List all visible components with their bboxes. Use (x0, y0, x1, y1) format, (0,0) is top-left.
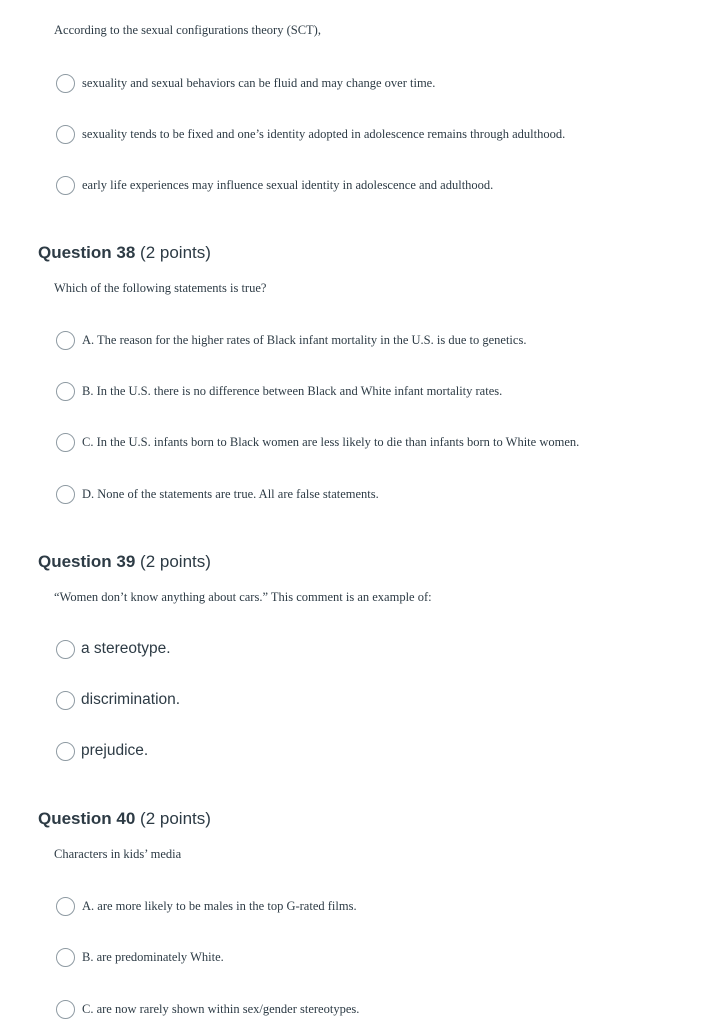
answer-option-39-1[interactable] (56, 638, 171, 660)
answer-option-38-d[interactable] (56, 483, 379, 505)
question-number: Question 39 (38, 552, 136, 571)
answer-option-37-1[interactable] (56, 72, 435, 94)
answer-option-38-a[interactable] (56, 329, 526, 351)
answer-label[interactable]: a stereotype. (81, 640, 171, 657)
question-points: (2 points) (140, 552, 211, 571)
radio-button[interactable] (56, 1000, 75, 1019)
radio-button[interactable] (56, 176, 75, 195)
answer-label[interactable]: C. are now rarely shown within sex/gender stereotypes. (82, 1001, 360, 1016)
question-37-prompt: According to the sexual configurations theory (SCT), (54, 23, 321, 37)
radio-button[interactable] (56, 382, 75, 401)
answer-option-39-3[interactable] (56, 740, 148, 762)
question-38-header (38, 243, 211, 263)
radio-button[interactable] (56, 640, 75, 659)
radio-button[interactable] (56, 125, 75, 144)
answer-label[interactable]: prejudice. (81, 742, 149, 759)
question-39-prompt: “Women don’t know anything about cars.” This comment is an example of: (54, 590, 432, 604)
radio-button[interactable] (56, 331, 75, 350)
answer-option-40-a[interactable] (56, 895, 357, 917)
radio-button[interactable] (56, 74, 75, 93)
question-39-header (38, 552, 211, 572)
radio-button[interactable] (56, 691, 75, 710)
answer-label[interactable]: B. are predominately White. (82, 949, 224, 964)
question-38-prompt: Which of the following statements is true? (54, 281, 267, 295)
question-40-prompt: Characters in kids’ media (54, 847, 182, 861)
answer-option-39-2[interactable] (56, 689, 180, 711)
answer-label[interactable]: sexuality tends to be fixed and one’s identity adopted in adolescence remains through adulthood. (82, 126, 566, 141)
answer-option-40-c[interactable] (56, 998, 359, 1020)
question-number: Question 40 (38, 809, 136, 828)
radio-button[interactable] (56, 948, 75, 967)
radio-button[interactable] (56, 485, 75, 504)
question-number: Question 38 (38, 243, 136, 262)
answer-label[interactable]: B. In the U.S. there is no difference between Black and White infant mortality rates. (82, 383, 503, 398)
answer-label[interactable]: discrimination. (81, 691, 181, 708)
answer-option-40-b[interactable] (56, 946, 224, 968)
radio-button[interactable] (56, 742, 75, 761)
answer-option-38-c[interactable] (56, 431, 579, 453)
answer-label[interactable]: D. None of the statements are true. All are false statements. (82, 486, 379, 501)
answer-label[interactable]: A. are more likely to be males in the top G-rated films. (82, 898, 357, 913)
question-40-header (38, 809, 211, 829)
answer-label[interactable]: early life experiences may influence sexual identity in adolescence and adulthood. (82, 177, 494, 192)
answer-option-37-2[interactable] (56, 123, 565, 145)
answer-label[interactable]: sexuality and sexual behaviors can be fluid and may change over time. (82, 75, 436, 90)
question-points: (2 points) (140, 243, 211, 262)
answer-option-37-3[interactable] (56, 174, 493, 196)
radio-button[interactable] (56, 897, 75, 916)
question-points: (2 points) (140, 809, 211, 828)
answer-option-38-b[interactable] (56, 380, 502, 402)
radio-button[interactable] (56, 433, 75, 452)
answer-label[interactable]: C. In the U.S. infants born to Black women are less likely to die than infants born to White women. (82, 434, 580, 449)
answer-label[interactable]: A. The reason for the higher rates of Black infant mortality in the U.S. is due to genetics. (82, 332, 527, 347)
